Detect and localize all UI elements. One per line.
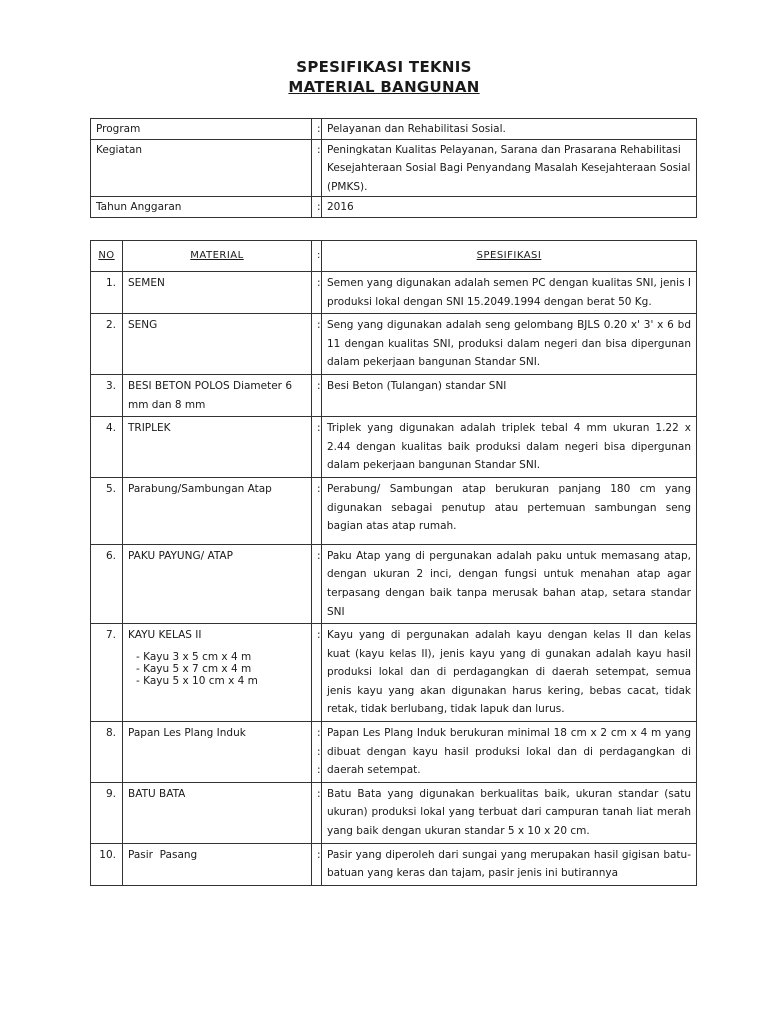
info-value: Peningkatan Kualitas Pelayanan, Sarana dan Prasarana Rehabilitasi Kesejahteraan Sosial Bagi Penyandang Masalah Kesejahteraan Sosial (PMKS). — [322, 139, 697, 197]
row-no: 10. — [91, 843, 123, 885]
row-no: 3. — [91, 374, 123, 416]
material-table — [90, 240, 697, 886]
row-sep: : — [312, 843, 322, 885]
row-material: Parabung/Sambungan Atap — [123, 477, 312, 544]
row-material: Pasir Pasang — [123, 843, 312, 885]
title-line-1: SPESIFIKASI TEKNIS — [296, 58, 472, 76]
row-no: 4. — [91, 417, 123, 478]
list-item: - Kayu 5 x 10 cm x 4 m — [136, 675, 306, 687]
row-no: 8. — [91, 722, 123, 783]
row-no: 7. — [91, 624, 123, 722]
table-row — [91, 843, 697, 885]
table-header — [91, 241, 697, 272]
row-sep: : — [312, 782, 322, 843]
table-row — [91, 314, 697, 375]
row-material: TRIPLEK — [123, 417, 312, 478]
row-sep: : — [312, 477, 322, 544]
table-row — [91, 624, 697, 722]
row-no: 2. — [91, 314, 123, 375]
info-label: Tahun Anggaran — [91, 197, 312, 218]
wood-size-list — [128, 651, 306, 687]
header-spec: SPESIFIKASI — [322, 241, 697, 272]
info-row-program — [91, 119, 697, 140]
title-line-2: MATERIAL BANGUNAN — [288, 78, 480, 96]
row-spec: Triplek yang digunakan adalah triplek tebal 4 mm ukuran 1.22 x 2.44 dengan kualitas baik produksi dalam negeri bisa dipergunan dalam pekerjaan bangunan Standar SNI. — [322, 417, 697, 478]
row-spec: Batu Bata yang digunakan berkualitas baik, ukuran standar (satu ukuran) produksi lokal yang terbuat dari campuran tanah liat merah yang baik dengan ukuran standar 5 x 10 x 20 cm. — [322, 782, 697, 843]
list-item: - Kayu 5 x 7 cm x 4 m — [136, 663, 306, 675]
row-spec: Semen yang digunakan adalah semen PC dengan kualitas SNI, jenis I produksi lokal dengan SNI 15.2049.1994 dengan berat 50 Kg. — [322, 272, 697, 314]
row-spec: Perabung/ Sambungan atap berukuran panjang 180 cm yang digunakan sebagai penutup atau pertemuan sambungan seng bagian atas atap rumah. — [322, 477, 697, 544]
row-material: BATU BATA — [123, 782, 312, 843]
table-row — [91, 722, 697, 783]
row-spec: Seng yang digunakan adalah seng gelombang BJLS 0.20 x' 3' x 6 bd 11 dengan kualitas SNI, produksi dalam negeri dan bisa dipergunan dalam pekerjaan bangunan Standar SNI. — [322, 314, 697, 375]
row-sep: : — [312, 544, 322, 623]
document-title — [0, 57, 768, 97]
row-spec: Kayu yang di pergunakan adalah kayu dengan kelas II dan kelas kuat (kayu kelas II), jenis kayu yang di gunakan adalah kayu hasil produksi lokal dan di perdagangkan di daerah setempat, semua jenis kayu yang akan digunakan harus kering, bebas cacat, tidak retak, tidak berlubang, tidak lapuk dan lurus. — [322, 624, 697, 722]
row-material-title: KAYU KELAS II — [128, 629, 202, 642]
info-label: Program — [91, 119, 312, 140]
table-row — [91, 782, 697, 843]
row-spec: Papan Les Plang Induk berukuran minimal 18 cm x 2 cm x 4 m yang dibuat dengan kayu hasil produksi lokal dan di perdagangkan di daerah setempat. — [322, 722, 697, 783]
info-value: 2016 — [322, 197, 697, 218]
row-material: Papan Les Plang Induk — [123, 722, 312, 783]
row-no: 6. — [91, 544, 123, 623]
row-material: PAKU PAYUNG/ ATAP — [123, 544, 312, 623]
row-material — [123, 624, 312, 722]
info-label: Kegiatan — [91, 139, 312, 197]
header-no: NO — [91, 241, 123, 272]
table-row — [91, 544, 697, 623]
info-sep: : — [312, 197, 322, 218]
info-value: Pelayanan dan Rehabilitasi Sosial. — [322, 119, 697, 140]
table-row — [91, 272, 697, 314]
table-row — [91, 417, 697, 478]
row-material: SENG — [123, 314, 312, 375]
row-sep: : — [312, 417, 322, 478]
info-row-tahun — [91, 197, 697, 218]
info-table — [90, 118, 697, 218]
row-spec: Paku Atap yang di pergunakan adalah paku untuk memasang atap, dengan ukuran 2 inci, dengan fungsi untuk menahan atap agar terpasang dengan baik tanpa merusak bahan atap, setara standar SNI — [322, 544, 697, 623]
table-row — [91, 477, 697, 544]
row-spec: Pasir yang diperoleh dari sungai yang merupakan hasil gigisan batu-batuan yang keras dan tajam, pasir jenis ini butirannya — [322, 843, 697, 885]
info-sep: : — [312, 139, 322, 197]
row-spec: Besi Beton (Tulangan) standar SNI — [322, 374, 697, 416]
row-sep: : — [312, 314, 322, 375]
row-sep: : : : — [312, 722, 322, 783]
header-material: MATERIAL — [123, 241, 312, 272]
row-no: 1. — [91, 272, 123, 314]
row-sep: : — [312, 272, 322, 314]
row-material: SEMEN — [123, 272, 312, 314]
row-no: 5. — [91, 477, 123, 544]
info-sep: : — [312, 119, 322, 140]
row-no: 9. — [91, 782, 123, 843]
row-sep: : — [312, 374, 322, 416]
table-row — [91, 374, 697, 416]
row-material: BESI BETON POLOS Diameter 6 mm dan 8 mm — [123, 374, 312, 416]
info-row-kegiatan — [91, 139, 697, 197]
header-sep: : — [312, 241, 322, 272]
list-item: - Kayu 3 x 5 cm x 4 m — [136, 651, 306, 663]
row-sep: : — [312, 624, 322, 722]
